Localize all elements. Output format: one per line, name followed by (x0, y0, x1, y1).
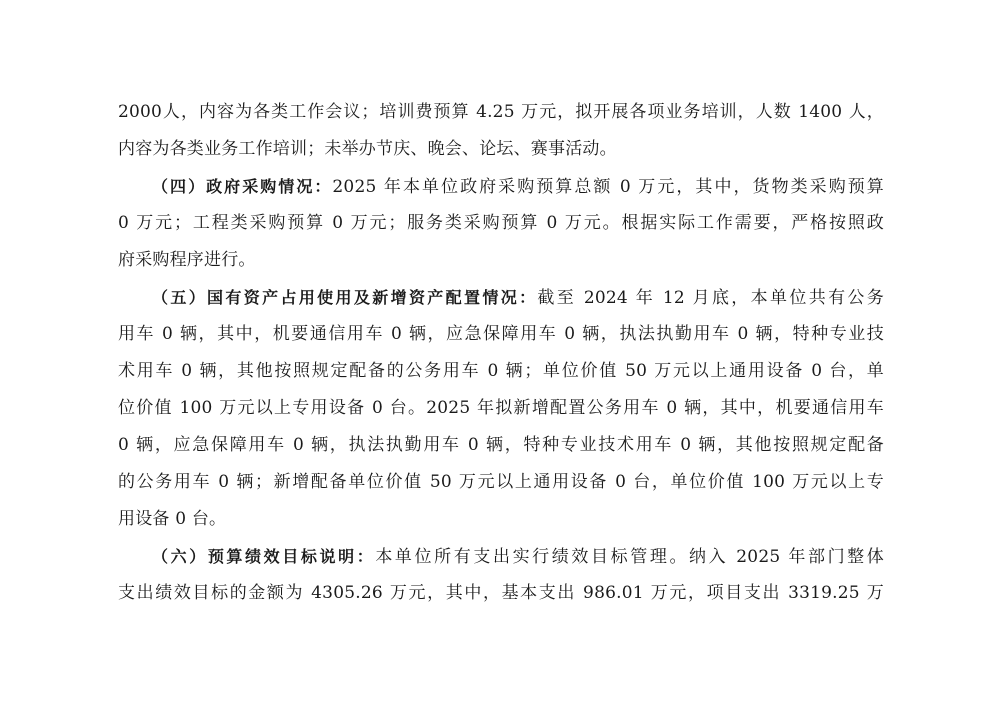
paragraph-line: 术用车 0 辆，其他按照规定配备的公务用车 0 辆；单位价值 50 万元以上通用设备 0 台，单 (118, 361, 884, 381)
paragraph-line: 位价值 100 万元以上专用设备 0 台。2025 年拟新增配置公务用车 0 辆，其中，机要通信用车 (118, 398, 884, 418)
paragraph-line: 用车 0 辆，其中，机要通信用车 0 辆，应急保障用车 0 辆，执法执勤用车 0 辆，特种专业技 (118, 324, 884, 344)
document-body (118, 94, 884, 612)
paragraph-line: 2000人，内容为各类工作会议；培训费预算 4.25 万元，拟开展各项业务培训，人数 1400 人， (118, 102, 884, 122)
section-heading-procurement: （四）政府采购情况： (152, 177, 333, 196)
paragraph-text: 截至 2024 年 12 月底，本单位共有公务 (537, 288, 884, 308)
paragraph-text: 本单位所有支出实行绩效目标管理。纳入 2025 年部门整体 (375, 547, 884, 567)
paragraph-line: 用设备 0 台。 (118, 509, 227, 529)
paragraph-line: 支出绩效目标的金额为 4305.26 万元，其中，基本支出 986.01 万元，项目支出 3319.25 万 (118, 583, 884, 603)
section-first-line (118, 279, 884, 316)
section-heading-assets: （五）国有资产占用使用及新增资产配置情况： (152, 288, 538, 307)
section-first-line (118, 168, 884, 205)
paragraph-line: 的公务用车 0 辆；新增配备单位价值 50 万元以上通用设备 0 台，单位价值 100 万元以上专 (118, 472, 884, 492)
paragraph-line: 0 万元；工程类采购预算 0 万元；服务类采购预算 0 万元。根据实际工作需要，严格按照政 (118, 213, 884, 233)
section-first-line (118, 538, 884, 575)
section-heading-performance: （六）预算绩效目标说明： (152, 547, 376, 566)
paragraph-text: 2025 年本单位政府采购预算总额 0 万元，其中，货物类采购预算 (332, 177, 884, 197)
paragraph-line: 内容为各类业务工作培训；未举办节庆、晚会、论坛、赛事活动。 (118, 139, 617, 159)
paragraph-line: 0 辆，应急保障用车 0 辆，执法执勤用车 0 辆，特种专业技术用车 0 辆，其他按照规定配备 (118, 435, 884, 455)
paragraph-line: 府采购程序进行。 (118, 250, 256, 270)
